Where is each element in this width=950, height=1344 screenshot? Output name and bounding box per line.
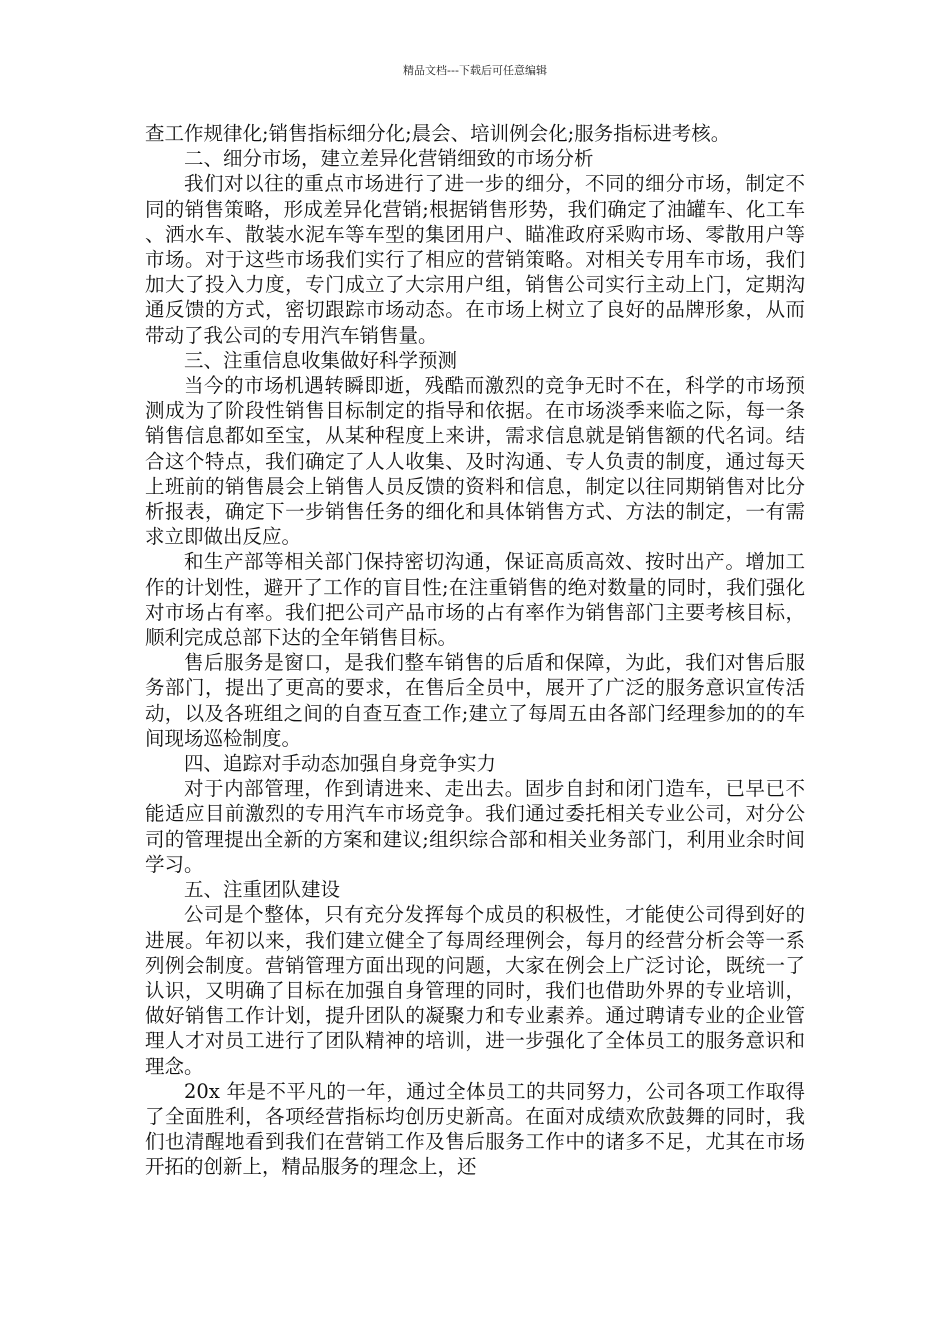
section-heading-5: 五、注重团队建设: [184, 878, 341, 902]
paragraph: 对于内部管理，作到请进来、走出去。固步自封和闭门造车，已早已不能适应目前激烈的专用汽车市场竞争。我们通过委托相关专业公司，对分公司的管理提出全新的方案和建议;组织综合部和相关业务部门，利用业余时间学习。: [145, 777, 805, 876]
paragraph: 我们对以往的重点市场进行了进一步的细分，不同的细分市场，制定不同的销售策略，形成差异化营销;根据销售形势，我们确定了油罐车、化工车、洒水车、散装水泥车等车型的集团用户、瞄准政府采购市场、零散用户等市场。对于这些市场我们实行了相应的营销策略。对相关专用车市场，我们加大了投入力度，专门成立了大宗用户组，销售公司实行主动上门，定期沟通反馈的方式，密切跟踪市场动态。在市场上树立了良好的品牌形象，从而带动了我公司的专用汽车销售量。: [145, 172, 805, 347]
section-heading-3: 三、注重信息收集做好科学预测: [184, 348, 458, 372]
document-body: [145, 121, 805, 1180]
page-header-watermark: 精品文档---下载后可任意编辑: [403, 64, 547, 77]
paragraph: 当今的市场机遇转瞬即逝，残酷而激烈的竞争无时不在，科学的市场预测成为了阶段性销售目标制定的指导和依据。在市场淡季来临之际，每一条销售信息都如至宝，从某种程度上来讲，需求信息就是销售额的代名词。结合这个特点，我们确定了人人收集、及时沟通、专人负责的制度，通过每天上班前的销售晨会上销售人员反馈的资料和信息，制定以往同期销售对比分析报表，确定下一步销售任务的细化和具体销售方式、方法的制定，一有需求立即做出反应。: [145, 374, 805, 549]
section-heading-4: 四、追踪对手动态加强自身竞争实力: [184, 752, 497, 776]
paragraph: 公司是个整体，只有充分发挥每个成员的积极性，才能使公司得到好的进展。年初以来，我们建立健全了每周经理例会，每月的经营分析会等一系列例会制度。营销管理方面出现的问题，大家在例会上广泛讨论，既统一了认识，又明确了目标在加强自身管理的同时，我们也借助外界的专业培训，做好销售工作计划，提升团队的凝聚力和专业素养。通过聘请专业的企业管理人才对员工进行了团队精神的培训，进一步强化了全体员工的服务意识和理念。: [145, 903, 805, 1078]
paragraph: 售后服务是窗口，是我们整车销售的后盾和保障，为此，我们对售后服务部门，提出了更高的要求，在售后全员中，展开了广泛的服务意识宣传活动，以及各班组之间的自查互查工作;建立了每周五由各部门经理参加的的车间现场巡检制度。: [145, 651, 805, 750]
paragraph: 20x 年是不平凡的一年，通过全体员工的共同努力，公司各项工作取得了全面胜利，各项经营指标均创历史新高。在面对成绩欢欣鼓舞的同时，我们也清醒地看到我们在营销工作及售后服务工作中的诸多不足，尤其在市场开拓的创新上，精品服务的理念上，还: [145, 1079, 805, 1179]
paragraph: 和生产部等相关部门保持密切沟通，保证高质高效、按时出产。增加工作的计划性，避开了工作的盲目性;在注重销售的绝对数量的同时，我们强化对市场占有率。我们把公司产品市场的占有率作为销售部门主要考核目标，顺利完成总部下达的全年销售目标。: [145, 550, 805, 650]
section-heading-2: 二、细分市场，建立差异化营销细致的市场分析: [184, 147, 594, 171]
paragraph-continuation: 查工作规律化;销售指标细分化;晨会、培训例会化;服务指标进考核。: [145, 122, 731, 145]
